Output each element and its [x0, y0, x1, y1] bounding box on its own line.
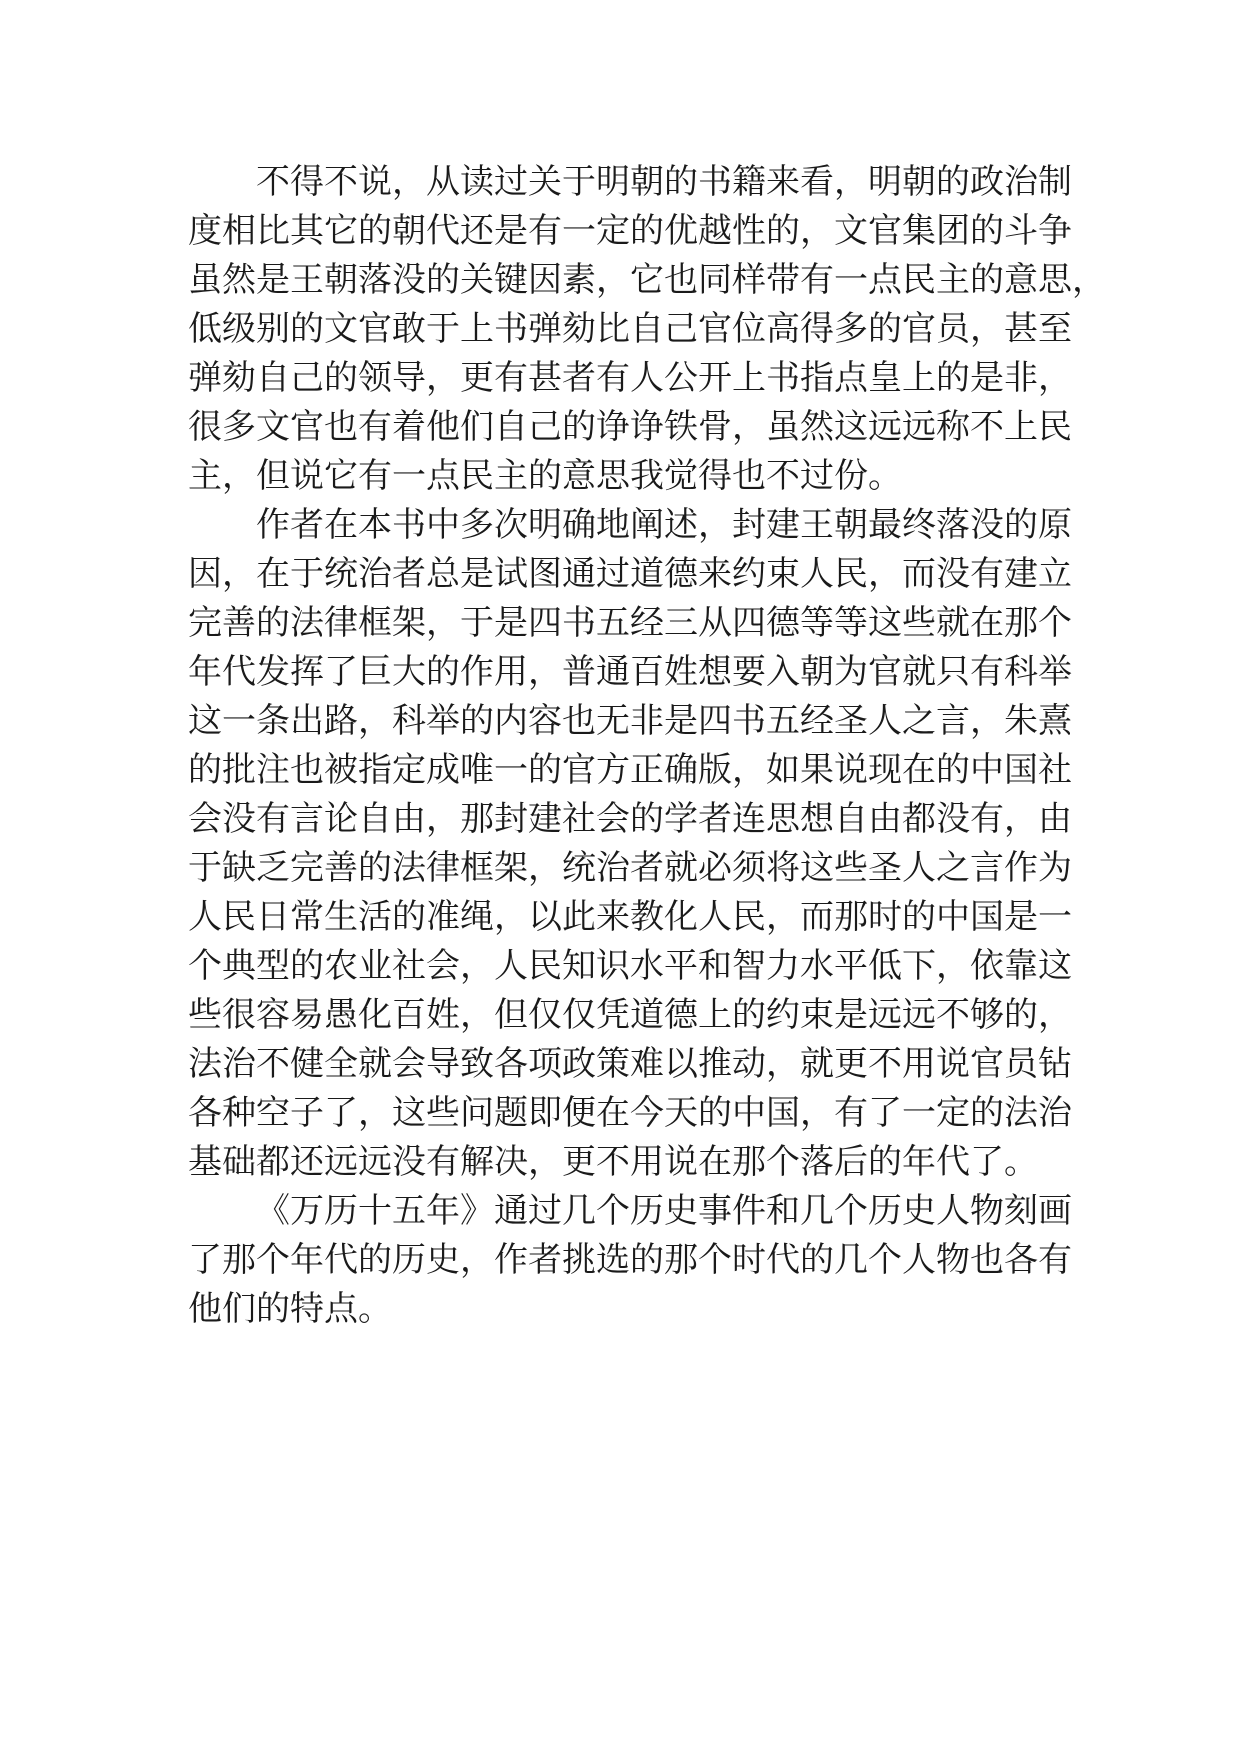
paragraph-2-line: 年代发挥了巨大的作用，普通百姓想要入朝为官就只有科举 [188, 652, 1072, 692]
paragraph-2-line: 个典型的农业社会，人民知识水平和智力水平低下，依靠这 [188, 946, 1072, 986]
paragraph-3-line: 他们的特点。 [188, 1289, 392, 1329]
paragraph-2-line: 完善的法律框架，于是四书五经三从四德等等这些就在那个 [188, 603, 1072, 643]
paragraph-1-line: 度相比其它的朝代还是有一定的优越性的，文官集团的斗争 [188, 211, 1072, 251]
paragraph-2-line: 于缺乏完善的法律框架，统治者就必须将这些圣人之言作为 [188, 848, 1072, 888]
paragraph-2-line: 人民日常生活的准绳，以此来教化人民，而那时的中国是一 [188, 897, 1072, 937]
document-body [188, 158, 1106, 1334]
paragraph-2-line: 些很容易愚化百姓，但仅仅凭道德上的约束是远远不够的， [188, 995, 1072, 1035]
paragraph-3-line: 《万历十五年》通过几个历史事件和几个历史人物刻画 [256, 1191, 1072, 1231]
paragraph-2-line: 的批注也被指定成唯一的官方正确版，如果说现在的中国社 [188, 750, 1072, 790]
paragraph-2-line: 各种空子了，这些问题即便在今天的中国，有了一定的法治 [188, 1093, 1072, 1133]
paragraph-2-line: 基础都还远远没有解决，更不用说在那个落后的年代了。 [188, 1142, 1038, 1182]
paragraph-1-line: 低级别的文官敢于上书弹劾比自己官位高得多的官员，甚至 [188, 309, 1072, 349]
paragraph-1-line: 不得不说，从读过关于明朝的书籍来看，明朝的政治制 [256, 162, 1072, 202]
paragraph-1-line: 主，但说它有一点民主的意思我觉得也不过份。 [188, 456, 902, 496]
paragraph-1-line: 很多文官也有着他们自己的诤诤铁骨，虽然这远远称不上民 [188, 407, 1072, 447]
paragraph-1-line: 虽然是王朝落没的关键因素，它也同样带有一点民主的意思， [188, 260, 1106, 300]
paragraph-2-line: 这一条出路，科举的内容也无非是四书五经圣人之言，朱熹 [188, 701, 1072, 741]
paragraph-2-line: 法治不健全就会导致各项政策难以推动，就更不用说官员钻 [188, 1044, 1072, 1084]
paragraph-2-line: 会没有言论自由，那封建社会的学者连思想自由都没有，由 [188, 799, 1072, 839]
paragraph-1-line: 弹劾自己的领导，更有甚者有人公开上书指点皇上的是非， [188, 358, 1072, 398]
paragraph-3-line: 了那个年代的历史，作者挑选的那个时代的几个人物也各有 [188, 1240, 1072, 1280]
paragraph-2-line: 作者在本书中多次明确地阐述，封建王朝最终落没的原 [256, 505, 1072, 545]
paragraph-2-line: 因，在于统治者总是试图通过道德来约束人民，而没有建立 [188, 554, 1072, 594]
